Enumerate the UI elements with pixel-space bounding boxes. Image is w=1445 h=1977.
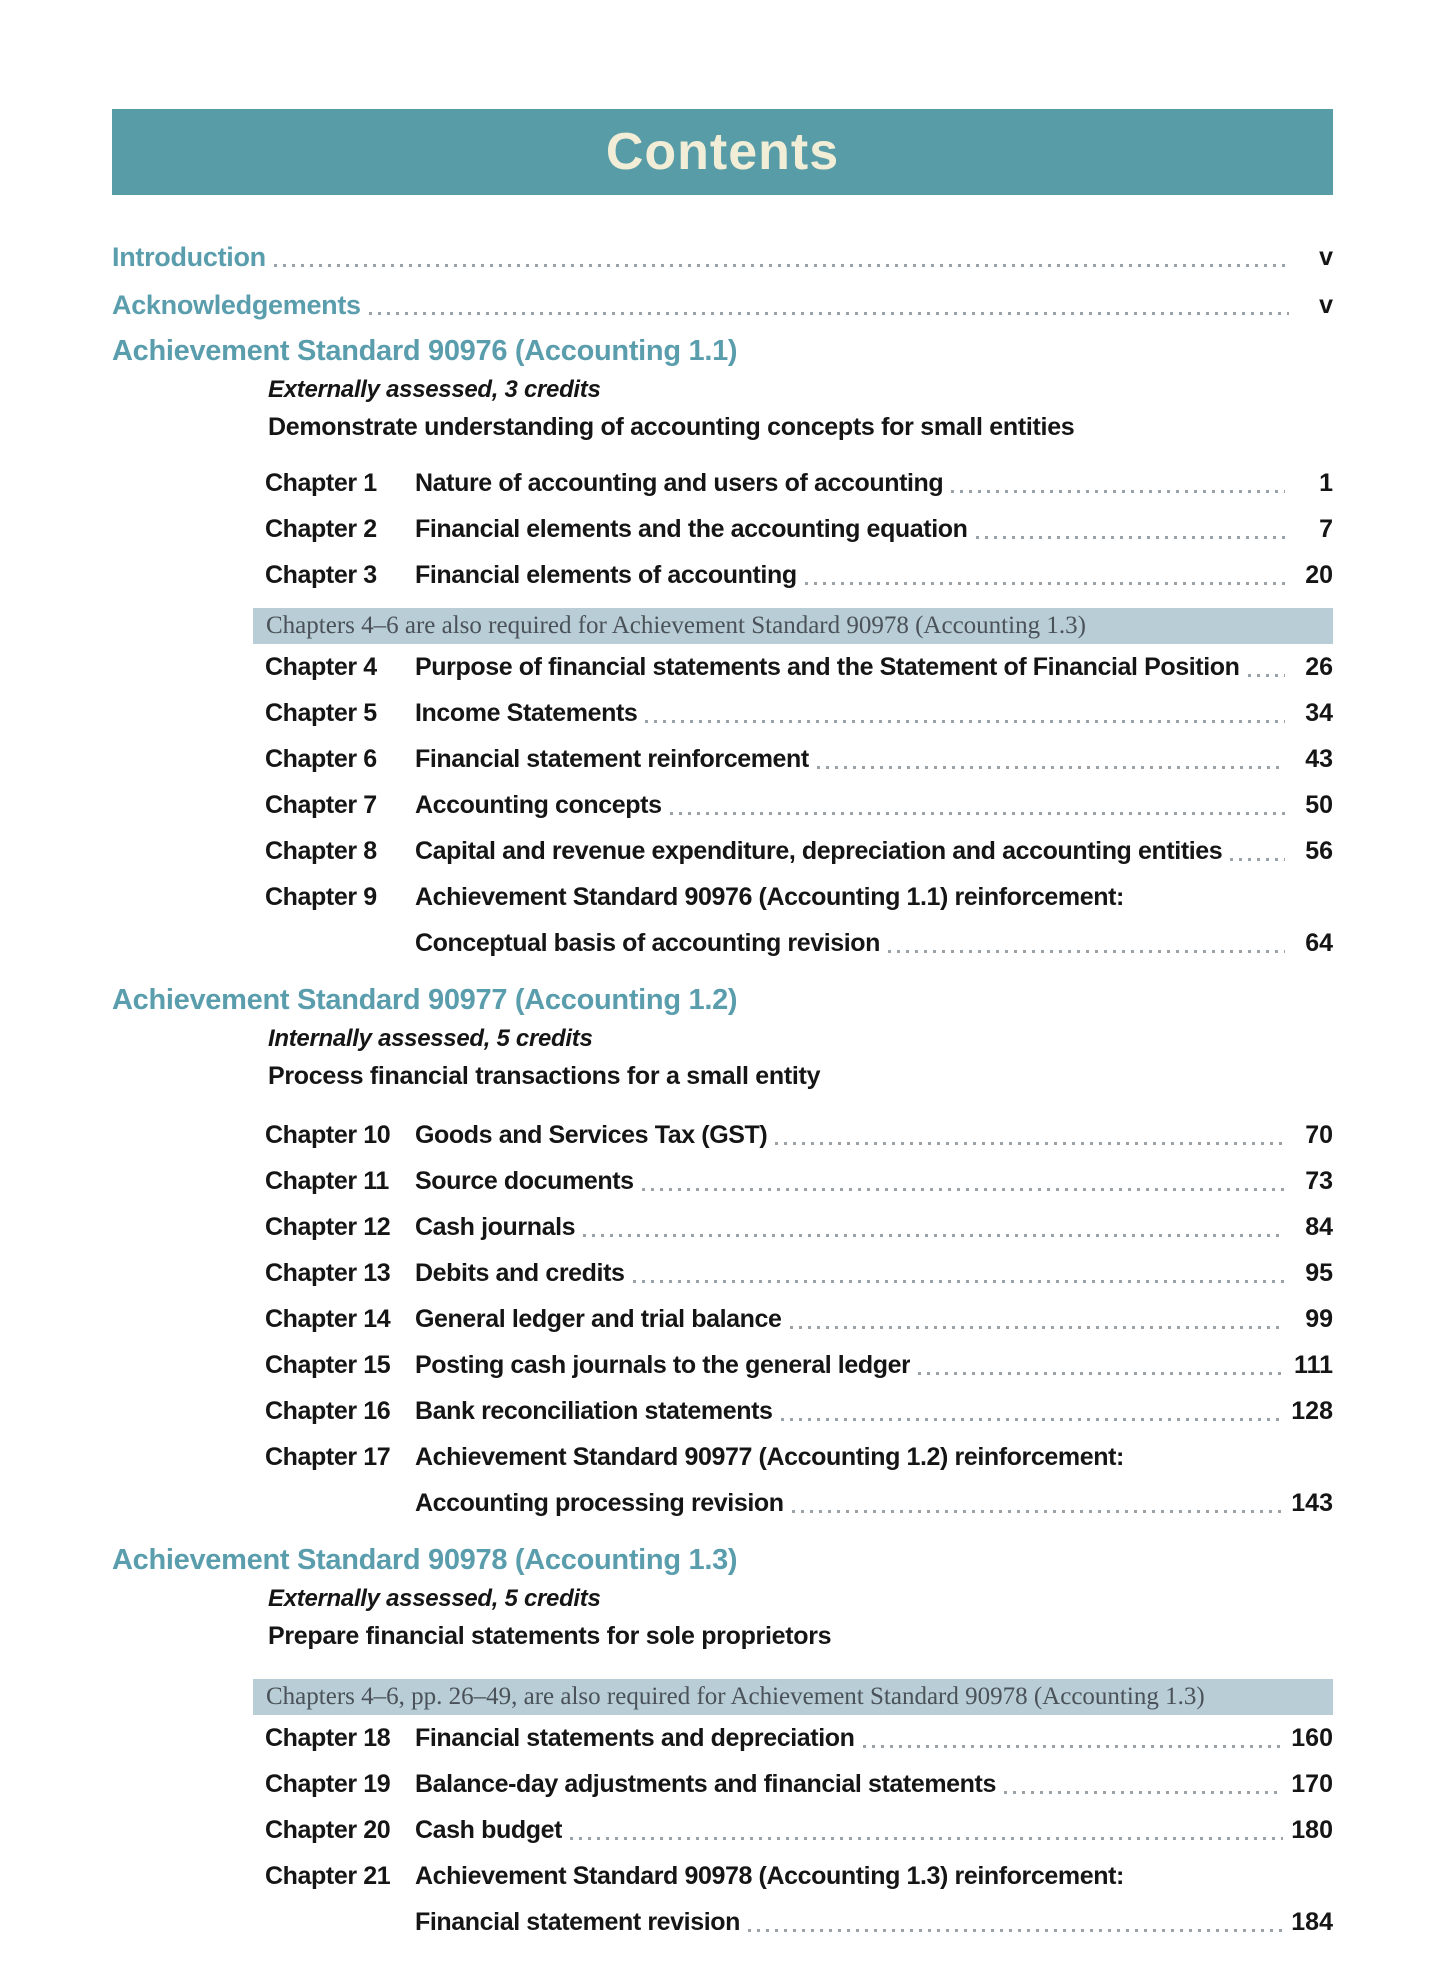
toc-entry	[112, 1250, 1333, 1296]
highlight-note: Chapters 4–6, pp. 26–49, are also required for Achievement Standard 90978 (Accounting 1.3)	[253, 1679, 1333, 1715]
chapter-label: Chapter 6	[265, 745, 377, 773]
chapter-title: Conceptual basis of accounting revision	[415, 929, 881, 957]
chapter-title: Posting cash journals to the general ledger	[415, 1351, 911, 1379]
chapter-title: Debits and credits	[415, 1259, 625, 1287]
toc-entry	[112, 460, 1333, 506]
chapter-label: Chapter 10	[265, 1121, 391, 1149]
dot-leader	[670, 812, 1285, 815]
dot-leader	[775, 1142, 1285, 1145]
page-number: 50	[1305, 791, 1333, 819]
chapter-title: Source documents	[415, 1167, 634, 1195]
dot-leader	[976, 536, 1285, 539]
dot-leader	[888, 950, 1285, 953]
page-number: 184	[1291, 1908, 1333, 1936]
chapter-list	[112, 460, 1333, 966]
dot-leader	[863, 1745, 1284, 1748]
page-number: 160	[1291, 1724, 1333, 1752]
chapter-label: Chapter 17	[265, 1443, 391, 1471]
toc-entry	[112, 828, 1333, 874]
page-number: 43	[1305, 745, 1333, 773]
toc-entry	[112, 1112, 1333, 1158]
page-number: v	[1319, 243, 1333, 271]
toc-entry	[112, 1388, 1333, 1434]
page-number: 95	[1305, 1259, 1333, 1287]
dot-leader	[790, 1326, 1285, 1329]
chapter-label: Chapter 19	[265, 1770, 391, 1798]
chapter-label: Chapter 5	[265, 699, 377, 727]
chapter-label: Chapter 7	[265, 791, 377, 819]
toc-entry-line1	[112, 874, 1333, 920]
chapter-label: Chapter 20	[265, 1816, 391, 1844]
page-number: 26	[1305, 653, 1333, 681]
chapter-title: Capital and revenue expenditure, depreciation and accounting entities	[415, 837, 1223, 865]
section-description: Prepare financial statements for sole proprietors	[268, 1622, 832, 1650]
section-heading: Achievement Standard 90977 (Accounting 1.2)	[112, 984, 738, 1016]
dot-leader	[951, 490, 1285, 493]
front-matter-row	[112, 281, 1333, 329]
section-heading: Achievement Standard 90978 (Accounting 1.3)	[112, 1544, 738, 1576]
dot-leader	[805, 582, 1285, 585]
section-as90976	[112, 333, 1333, 966]
chapter-title: Financial elements and the accounting equation	[415, 515, 968, 543]
chapter-title: Purpose of financial statements and the Statement of Financial Position	[415, 653, 1240, 681]
toc-entry-line2	[112, 1899, 1333, 1945]
page-number: 73	[1305, 1167, 1333, 1195]
dot-leader	[583, 1234, 1285, 1237]
page-number: 170	[1291, 1770, 1333, 1798]
dot-leader	[645, 720, 1285, 723]
page-number: 70	[1305, 1121, 1333, 1149]
chapter-label: Chapter 16	[265, 1397, 391, 1425]
toc-entry	[112, 644, 1333, 690]
dot-leader	[817, 766, 1285, 769]
dot-leader	[274, 264, 1289, 267]
section-as90977	[112, 982, 1333, 1526]
toc-entry	[112, 736, 1333, 782]
dot-leader	[918, 1372, 1285, 1375]
dot-leader	[781, 1418, 1284, 1421]
chapter-label: Chapter 14	[265, 1305, 391, 1333]
toc-entry-line2	[112, 1480, 1333, 1526]
dot-leader	[1004, 1791, 1283, 1794]
chapter-title: Achievement Standard 90978 (Accounting 1.3) reinforcement:	[415, 1862, 1124, 1890]
dot-leader	[792, 1510, 1284, 1513]
dot-leader	[642, 1188, 1285, 1191]
chapter-title: General ledger and trial balance	[415, 1305, 782, 1333]
page-number: 111	[1294, 1351, 1333, 1379]
highlight-note: Chapters 4–6 are also required for Achievement Standard 90978 (Accounting 1.3)	[253, 608, 1333, 644]
chapter-title: Achievement Standard 90977 (Accounting 1.2) reinforcement:	[415, 1443, 1124, 1471]
dot-leader	[369, 312, 1289, 315]
toc-entry	[112, 1761, 1333, 1807]
dot-leader	[748, 1929, 1283, 1932]
section-as90978	[112, 1542, 1333, 1945]
page-number: 34	[1305, 699, 1333, 727]
section-assessment: Externally assessed, 3 credits	[268, 376, 601, 403]
page-number: 128	[1291, 1397, 1333, 1425]
chapter-label: Chapter 2	[265, 515, 377, 543]
page-number: 64	[1305, 929, 1333, 957]
dot-leader	[570, 1837, 1283, 1840]
toc-entry	[112, 1715, 1333, 1761]
toc-entry	[112, 1296, 1333, 1342]
toc-entry	[112, 690, 1333, 736]
chapter-list	[112, 1112, 1333, 1526]
dot-leader	[1230, 858, 1285, 861]
page-number: 143	[1291, 1489, 1333, 1517]
chapter-title: Balance-day adjustments and financial statements	[415, 1770, 996, 1798]
chapter-label: Chapter 4	[265, 653, 377, 681]
toc-entry	[112, 506, 1333, 552]
chapter-label: Chapter 15	[265, 1351, 391, 1379]
chapter-title: Cash journals	[415, 1213, 576, 1241]
section-assessment: Externally assessed, 5 credits	[268, 1585, 601, 1612]
page-number: 180	[1291, 1816, 1333, 1844]
chapter-label: Chapter 3	[265, 561, 377, 589]
chapter-title: Achievement Standard 90976 (Accounting 1.1) reinforcement:	[415, 883, 1124, 911]
chapter-label-spacer	[265, 1480, 415, 1526]
chapter-title: Nature of accounting and users of accounting	[415, 469, 944, 497]
page-number: 84	[1305, 1213, 1333, 1241]
dot-leader	[1248, 674, 1285, 677]
page-title: Contents	[605, 123, 840, 181]
chapter-label: Chapter 11	[265, 1167, 389, 1195]
dot-leader	[633, 1280, 1285, 1283]
chapter-label: Chapter 18	[265, 1724, 391, 1752]
chapter-title: Financial elements of accounting	[415, 561, 797, 589]
page-number: 7	[1319, 515, 1333, 543]
chapter-title: Accounting concepts	[415, 791, 662, 819]
section-description: Demonstrate understanding of accounting concepts for small entities	[268, 413, 1075, 441]
chapter-list	[112, 1679, 1333, 1945]
chapter-title: Accounting processing revision	[415, 1489, 784, 1517]
toc-entry	[112, 1342, 1333, 1388]
page-number: v	[1319, 291, 1333, 319]
chapter-label: Chapter 1	[265, 469, 377, 497]
toc-entry	[112, 552, 1333, 598]
chapter-label-spacer	[265, 1899, 415, 1945]
chapter-title: Financial statements and depreciation	[415, 1724, 855, 1752]
front-matter-label: Acknowledgements	[112, 290, 361, 320]
front-matter	[112, 233, 1333, 329]
chapter-title: Income Statements	[415, 699, 638, 727]
chapter-label: Chapter 8	[265, 837, 377, 865]
chapter-title: Bank reconciliation statements	[415, 1397, 773, 1425]
toc-entry-line1	[112, 1434, 1333, 1480]
chapter-label: Chapter 21	[265, 1862, 391, 1890]
front-matter-label: Introduction	[112, 242, 266, 272]
page-number: 20	[1305, 561, 1333, 589]
toc-entry	[112, 782, 1333, 828]
toc-entry	[112, 1807, 1333, 1853]
chapter-title: Financial statement reinforcement	[415, 745, 809, 773]
toc-entry-line1	[112, 1853, 1333, 1899]
section-assessment: Internally assessed, 5 credits	[268, 1025, 593, 1052]
front-matter-row	[112, 233, 1333, 281]
page-number: 99	[1305, 1305, 1333, 1333]
page-title-banner	[112, 109, 1333, 195]
chapter-title: Financial statement revision	[415, 1908, 741, 1936]
page-number: 56	[1305, 837, 1333, 865]
chapter-title: Cash budget	[415, 1816, 562, 1844]
toc-entry-line2	[112, 920, 1333, 966]
chapter-title: Goods and Services Tax (GST)	[415, 1121, 768, 1149]
chapter-label-spacer	[265, 920, 415, 966]
section-heading: Achievement Standard 90976 (Accounting 1.1)	[112, 335, 738, 367]
section-description: Process financial transactions for a small entity	[268, 1062, 821, 1090]
chapter-label: Chapter 13	[265, 1259, 391, 1287]
toc-entry	[112, 1158, 1333, 1204]
chapter-label: Chapter 12	[265, 1213, 391, 1241]
chapter-label: Chapter 9	[265, 883, 377, 911]
page-number: 1	[1319, 469, 1333, 497]
toc-entry	[112, 1204, 1333, 1250]
